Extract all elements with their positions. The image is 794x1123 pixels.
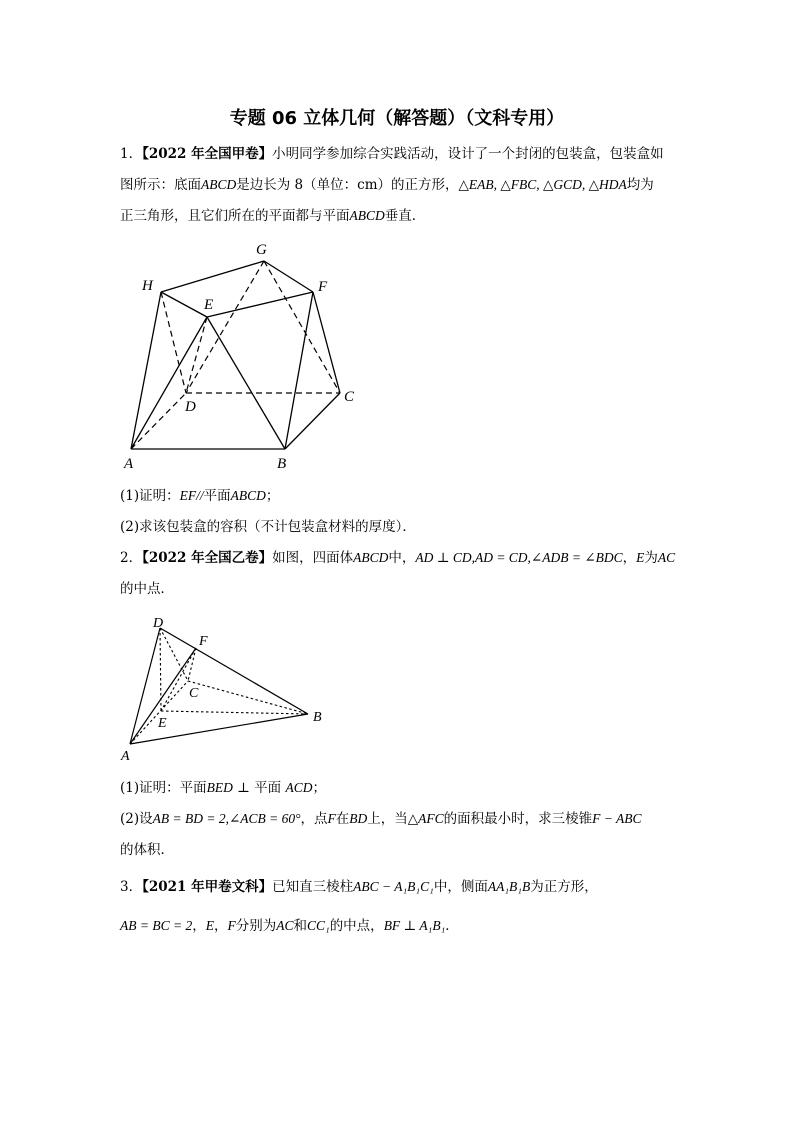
page-title: 专题 06 立体几何（解答题）（文科专用） [229,108,565,129]
q2-label-B: B [313,710,322,725]
q1-text: 均为 [626,177,654,193]
q1-label-A: A [124,456,134,472]
q2-math: F − ABC [592,811,642,826]
q1-label-E: E [204,297,214,313]
q1-math: EF// [179,488,204,503]
q1-text: 垂直． [384,208,426,224]
q3-math: F [227,918,236,933]
q2-text: ，点 [300,811,328,827]
q2-text: 的面积最小时，求三棱锥 [443,811,593,827]
q2-line2: 的中点． [120,581,174,597]
q2-math: AD ⊥ CD,AD = CD,∠ADB = ∠BDC [415,550,623,565]
q2-text: 在 [335,811,350,827]
q3-math: ABC − A₁B₁C₁ [353,879,434,894]
q1-text: 平面 [203,488,231,504]
q3-source: 【2021 年甲卷文科】 [142,879,273,895]
q2-text: 上，当 [367,811,408,827]
q2-line1 [120,548,675,568]
q1-math: ABCD [201,177,237,192]
q3-math: E [205,918,214,933]
q2-text: 如图，四面体 [272,550,354,566]
q2-text: (2)设 [120,811,153,827]
q1-line2 [120,175,654,195]
q1-label-B: B [277,456,287,472]
q3-text: 中，侧面 [433,879,488,895]
q1-label-C: C [344,389,355,405]
q2-text: ， [622,550,637,566]
q1-text: 小明同学参加综合实践活动，设计了一个封闭的包装盒，包装盒如 [272,146,664,162]
q1-number: 1． [120,146,143,162]
q3-line1 [120,877,598,897]
q1-line3 [120,206,425,226]
q3-math: CC₁ [306,918,330,933]
q1-text: 正三角形，且它们所在的平面都与平面 [120,208,350,224]
q3-math: AB = BC = 2 [120,918,193,933]
q2-figure [118,612,330,764]
q2-math: ABCD [353,550,389,565]
q1-line1 [120,144,664,164]
q2-label-E: E [158,716,167,731]
q1-part1 [120,486,279,506]
q2-text: (1)证明：平面 [120,780,207,796]
q1-label-D: D [185,399,196,415]
q2-text: ； [312,780,326,796]
q2-label-C: C [189,686,199,701]
q2-math: △AFC [407,811,444,826]
q2-source: 【2022 年全国乙卷】 [142,550,273,566]
q2-label-A: A [121,749,130,764]
q2-text: 中， [388,550,416,566]
q1-math: ABCD [230,488,266,503]
q1-source: 【2022 年全国甲卷】 [142,146,273,162]
q3-text: 和 [293,918,307,934]
q1-math: ABCD [349,208,385,223]
q3-math: AA₁B₁B [487,879,531,894]
q1-math: △EAB, △FBC, △GCD, △HDA [458,177,627,192]
q1-part2: (2)求该包装盒的容积（不计包装盒材料的厚度）． [120,519,416,535]
q3-text: 分别为 [235,918,277,934]
q3-text: ， [213,918,228,934]
q2-math: ACD [285,780,313,795]
q2-number: 2． [120,550,143,566]
q1-text: 是边长为 8（单位：cm）的正方形， [236,177,459,193]
q2-math: AC [657,550,676,565]
q2-label-D: D [153,616,164,631]
q2-part2-line2: 的体积． [120,842,174,858]
q3-text: 为正方形， [530,879,598,895]
q2-math: BED [206,780,233,795]
q2-math: AB = BD = 2,∠ACB = 60° [152,811,301,826]
q2-text: ⊥ 平面 [232,780,286,796]
q3-line2 [120,916,459,936]
q1-text: ； [265,488,280,504]
q1-text: 图所示：底面 [120,177,201,193]
q1-label-F: F [318,279,328,295]
q3-text: 的中点， [329,918,384,934]
q3-number: 3． [120,879,143,895]
q2-math: BD [349,811,368,826]
q2-label-F: F [199,634,208,649]
q3-text: ． [445,918,459,934]
q1-figure [120,238,370,478]
q2-math: F [327,811,336,826]
q1-label-G: G [256,242,267,258]
q1-label-H: H [142,278,153,294]
q2-math: E [636,550,645,565]
q3-text: ， [192,918,206,934]
q3-math: BF ⊥ A₁B₁ [383,918,446,933]
q2-text: 为 [644,550,658,566]
q3-text: 已知直三棱柱 [272,879,354,895]
q2-part1 [120,778,326,798]
q1-text: (1)证明： [120,488,180,504]
q2-part2 [120,809,642,829]
q3-math: AC [276,918,294,933]
